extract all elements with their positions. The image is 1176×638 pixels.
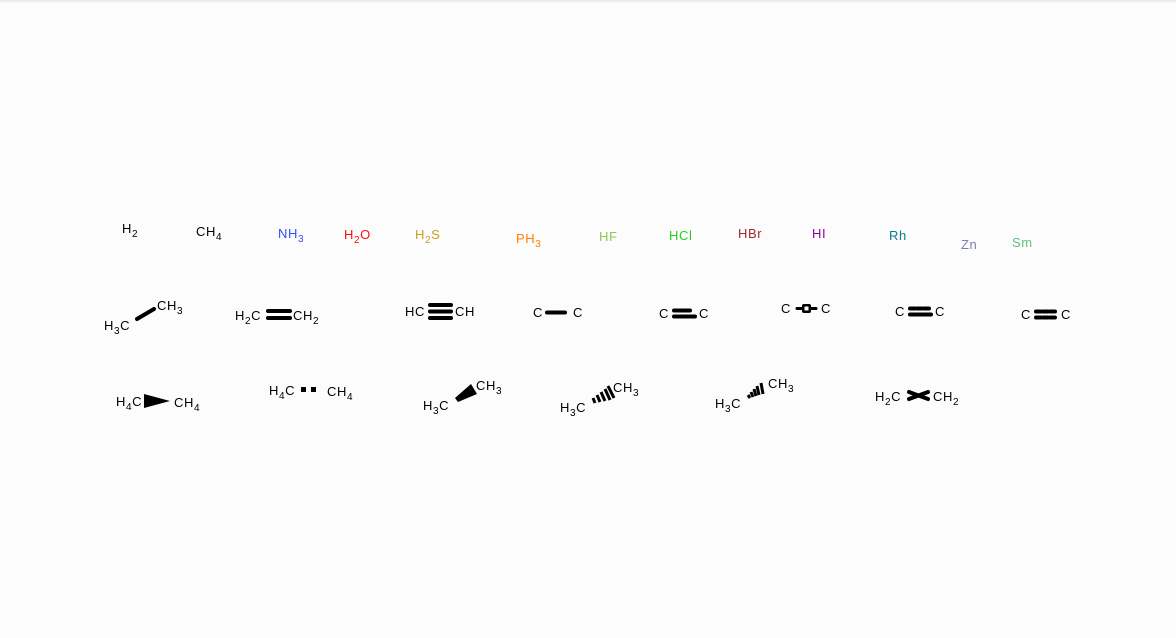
molecule-hf: [599, 229, 618, 244]
atom-label: C: [781, 301, 791, 316]
atom-label: $CH_3$: [476, 378, 503, 397]
atom-label: $CH_4$: [174, 395, 201, 414]
atom-label: CH: [455, 304, 475, 319]
molecule-ch4: [196, 224, 222, 243]
atom-label: $H_4C$: [269, 383, 296, 402]
molecule-cc-quadruple-bond: [895, 304, 945, 319]
molecule-ph3: [516, 231, 541, 250]
molecule-cc-single-bond: [533, 305, 583, 320]
hash-line: [597, 395, 600, 402]
atom-label: $H_3C$: [560, 400, 587, 419]
atom-label: C: [895, 304, 905, 319]
atom-label: $CH_2$: [933, 389, 960, 408]
hash-line: [593, 398, 595, 403]
molecule-wedge-bond: [116, 394, 200, 414]
atom-label: $CH_2$: [293, 308, 320, 327]
atom-label: $PH_3$: [516, 231, 542, 250]
single-bond: [137, 309, 154, 319]
hash-line: [748, 395, 750, 398]
molecule-cc-quintuple-bond: [1021, 307, 1071, 322]
atom-label: $H_2S$: [415, 227, 441, 246]
atom-label: $H_3C$: [104, 318, 131, 337]
molecule-h2s: [415, 227, 440, 246]
aromatic-bond-marker-inner: [805, 307, 809, 311]
hash-line: [757, 386, 759, 395]
molecule-cc-double-bond: [659, 306, 709, 321]
atom-label: HC: [405, 304, 425, 319]
wedge-bond: [455, 384, 477, 402]
atom-label: $H_2$: [122, 221, 139, 240]
atom-label: HBr: [738, 226, 763, 241]
atom-label: $CH_3$: [613, 380, 640, 399]
molecule-h2o: [344, 227, 371, 246]
molecule-wedge-up-bond: [423, 378, 502, 417]
molecule-hi: [812, 226, 826, 241]
wedge-bond: [144, 394, 170, 408]
atom-label: $CH_3$: [768, 376, 795, 395]
hash-line: [761, 383, 763, 394]
molecule-hashed-up-bond: [715, 376, 794, 415]
atom-label: HI: [812, 226, 827, 241]
atom-label: $CH_4$: [196, 224, 223, 243]
molecule-cc-aromatic-bond: [781, 301, 831, 316]
atom-label: $CH_4$: [327, 384, 354, 403]
molecule-ethyne-triple-bond: [405, 304, 475, 319]
atom-label: C: [1061, 307, 1071, 322]
hash-line: [601, 392, 605, 401]
molecule-hbr: [738, 226, 762, 241]
atom-label: C: [659, 306, 669, 321]
atom-label: C: [935, 304, 945, 319]
molecule-zn: [961, 237, 977, 252]
atom-label: Sm: [1012, 235, 1033, 250]
hash-line: [754, 389, 756, 396]
atom-label: $H_3C$: [423, 398, 450, 417]
atom-label: $CH_3$: [157, 298, 184, 317]
molecule-nh3: [278, 226, 304, 245]
molecule-ethene-double-bond: [235, 308, 319, 327]
atom-label: $H_3C$: [715, 396, 742, 415]
atom-label: Rh: [889, 228, 907, 243]
atom-label: C: [1021, 307, 1031, 322]
atom-label: C: [821, 301, 831, 316]
atom-label: C: [699, 306, 709, 321]
atom-label: Zn: [961, 237, 978, 252]
molecule-dashed-bond: [269, 383, 353, 403]
atom-label: $H_4C$: [116, 394, 143, 413]
atom-label: $NH_3$: [278, 226, 305, 245]
atom-label: $H_2O$: [344, 227, 371, 246]
atom-label: $H_2C$: [235, 308, 262, 327]
atom-label: $H_2C$: [875, 389, 902, 408]
molecule-h2: [122, 221, 138, 240]
hash-line: [751, 392, 753, 397]
dashed-bond-segment: [301, 387, 306, 392]
atom-label: HCl: [669, 228, 693, 243]
atom-label: C: [533, 305, 543, 320]
dashed-bond-segment: [311, 387, 316, 392]
molecule-hashed-wedge-bond: [560, 380, 639, 419]
atom-label: C: [573, 305, 583, 320]
molecule-sm: [1012, 235, 1033, 250]
molecule-rh: [889, 228, 907, 243]
molecule-either-bond: [875, 389, 959, 408]
atom-label: HF: [599, 229, 618, 244]
molecule-hcl: [669, 228, 692, 243]
molecule-ethane-single-bond: [104, 298, 183, 337]
